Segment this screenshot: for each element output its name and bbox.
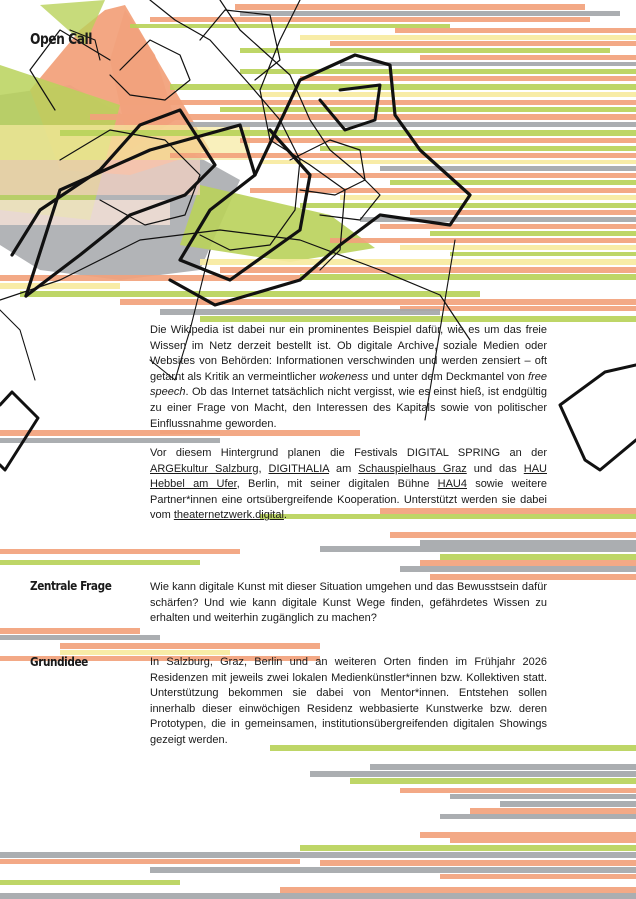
stripe-bar	[60, 130, 636, 136]
stripe-bar	[370, 764, 636, 770]
stripe-bar	[280, 887, 636, 893]
stripe-bar	[420, 55, 636, 60]
stripe-bar	[0, 438, 220, 443]
pink-band	[0, 160, 200, 195]
p2-text-b: ,	[258, 462, 269, 475]
stripe-bar	[170, 84, 636, 90]
stripe-bar	[300, 203, 636, 208]
stripe-bar	[330, 41, 636, 46]
stripe-bar	[350, 778, 636, 784]
p1-text-c: . Ob das Internet tatsächlich nicht vergisst, wie es einst hieß, ist endgültig zu einer Frage von Macht, den Interessen des Kapitals sowie von politischer Einflussnahme geworden.	[150, 386, 547, 430]
stripe-bar	[220, 267, 636, 273]
stripe-bar	[420, 560, 636, 566]
stripe-bar	[400, 788, 636, 793]
stripe-bar	[400, 566, 636, 572]
stripe-bar	[310, 771, 636, 777]
stripe-bar	[380, 224, 636, 229]
p1-text-b: und unter dem Deckmantel von	[368, 370, 529, 383]
stripe-bar	[440, 874, 636, 879]
thick-right-edge	[560, 365, 636, 470]
stripe-bar	[300, 76, 636, 81]
stripe-bar	[0, 283, 120, 289]
partners-paragraph	[150, 446, 547, 524]
p2-text-f: sowie weitere Partner*innen eine ortsübergreifende Kooperation. Unterstützt werden sie dabei vom	[150, 478, 547, 522]
stripe-bar	[0, 549, 240, 554]
stripe-bar	[160, 309, 440, 315]
link-theaternetzwerk[interactable]: theaternetzwerk.digital	[173, 509, 284, 522]
stripe-bar	[90, 114, 636, 120]
stripe-bar	[430, 231, 636, 236]
stripe-bar	[450, 794, 636, 799]
stripe-bar	[450, 252, 636, 256]
stripe-bar	[240, 11, 620, 16]
stripe-bar	[390, 532, 636, 538]
link-argekultur[interactable]: ARGEkultur Salzburg	[150, 462, 259, 475]
stripe-bar	[0, 893, 636, 899]
stripe-bar	[320, 146, 636, 151]
stripe-bar	[220, 107, 636, 112]
p2-text-a: Vor diesem Hintergrund planen die Festivals DIGITAL SPRING an der	[150, 447, 547, 459]
stripe-bar	[240, 69, 636, 74]
p2-text-e: , Berlin, mit seiner digitalen Bühne	[236, 478, 438, 491]
stripe-bar	[0, 560, 200, 565]
p2-text-c: am	[329, 462, 359, 475]
stripe-bar	[300, 173, 636, 178]
stripe-bar	[260, 160, 636, 164]
stripe-bar	[330, 238, 636, 243]
stripe-bar	[395, 28, 636, 33]
stripe-bar	[0, 852, 636, 858]
stripe-bar	[200, 259, 636, 265]
stripe-bar	[170, 153, 636, 158]
link-schauspielhaus-graz[interactable]: Schauspielhaus Graz	[358, 462, 467, 475]
pale-band	[0, 200, 170, 225]
stripe-bar	[320, 546, 636, 552]
link-hau-hebbel[interactable]: HAU Hebbel am Ufer	[150, 462, 547, 491]
intro-paragraph	[150, 323, 547, 432]
stripe-bar	[440, 554, 636, 560]
thin-line-12	[0, 310, 35, 380]
p1-emphasis-free-speech: free speech	[150, 370, 547, 399]
p2-text-g: .	[283, 509, 287, 522]
stripe-bar	[340, 195, 636, 200]
stripe-bar	[200, 316, 636, 322]
stripe-bar	[150, 867, 636, 873]
stripe-bar	[500, 801, 636, 807]
stripe-bar	[130, 24, 450, 28]
stripe-bar	[400, 245, 636, 250]
link-hau4[interactable]: HAU4	[437, 478, 467, 491]
stripe-bar	[235, 4, 585, 10]
stripe-bar	[450, 838, 636, 843]
stripe-bar	[260, 92, 636, 97]
p2-text-d: und das	[466, 462, 524, 475]
section-label-grundidee: Grundidee	[30, 654, 88, 669]
p1-emphasis-wokeness: wokeness	[319, 370, 369, 383]
p1-text-a: Die Wikipedia ist dabei nur ein prominentes Beispiel dafür, wie es um das freie Wissen im Netz derzeit bestellt ist. Ob digitale Archive, soziale Medien oder Websites von Behörden: Informationen verschwinden und werden zensiert – oft getarnt als Kritik an vermeintlicher	[150, 324, 547, 383]
stripe-bar	[440, 814, 636, 819]
stripe-bar	[300, 35, 636, 40]
stripe-bar	[420, 832, 636, 838]
link-digithalia[interactable]: DIGITHALIA	[268, 462, 330, 475]
stripe-bar	[300, 845, 636, 851]
section-text-zentrale-frage: Wie kann digitale Kunst mit dieser Situation umgehen und das Bewusstsein dafür schärfen? Und wie kann digitale Kunst Wege finden, gefährdetes Wissen zu erhalten und weiterhin zugänglich zu machen?	[150, 581, 547, 625]
stripe-bar	[60, 643, 320, 649]
stripe-bar	[0, 628, 140, 634]
stripe-bar	[0, 635, 160, 640]
page-title: Open Call	[30, 30, 92, 48]
stripe-bar	[0, 880, 180, 885]
stripe-bar	[300, 274, 636, 280]
stripe-bar	[410, 210, 636, 215]
stripe-bar	[390, 180, 636, 185]
stripe-bar	[470, 808, 636, 814]
stripe-bar	[190, 122, 636, 127]
stripe-bar	[0, 859, 300, 864]
stripe-bar	[240, 138, 636, 143]
stripe-bar	[240, 48, 610, 53]
stripe-bar	[420, 540, 636, 546]
stripe-bar	[380, 166, 636, 171]
stripe-bar	[320, 860, 636, 866]
section-label-zentrale-frage: Zentrale Frage	[30, 578, 112, 593]
section-text-grundidee: In Salzburg, Graz, Berlin und an weiteren Orten finden im Frühjahr 2026 Residenzen mit jeweils zwei lokalen Medienkünstler*innen bzw. Kollektiven statt. Unterstützung bekommen sie dabei von Mentor*innen. Entstehen sollen innerhalb dieser einwöchigen Residenz webbasierte Kunstwerke bzw. deren Prototypen, die in gemeinsamen, institutionsübergreifenden digitalen Showings gezeigt werden.	[150, 656, 547, 746]
